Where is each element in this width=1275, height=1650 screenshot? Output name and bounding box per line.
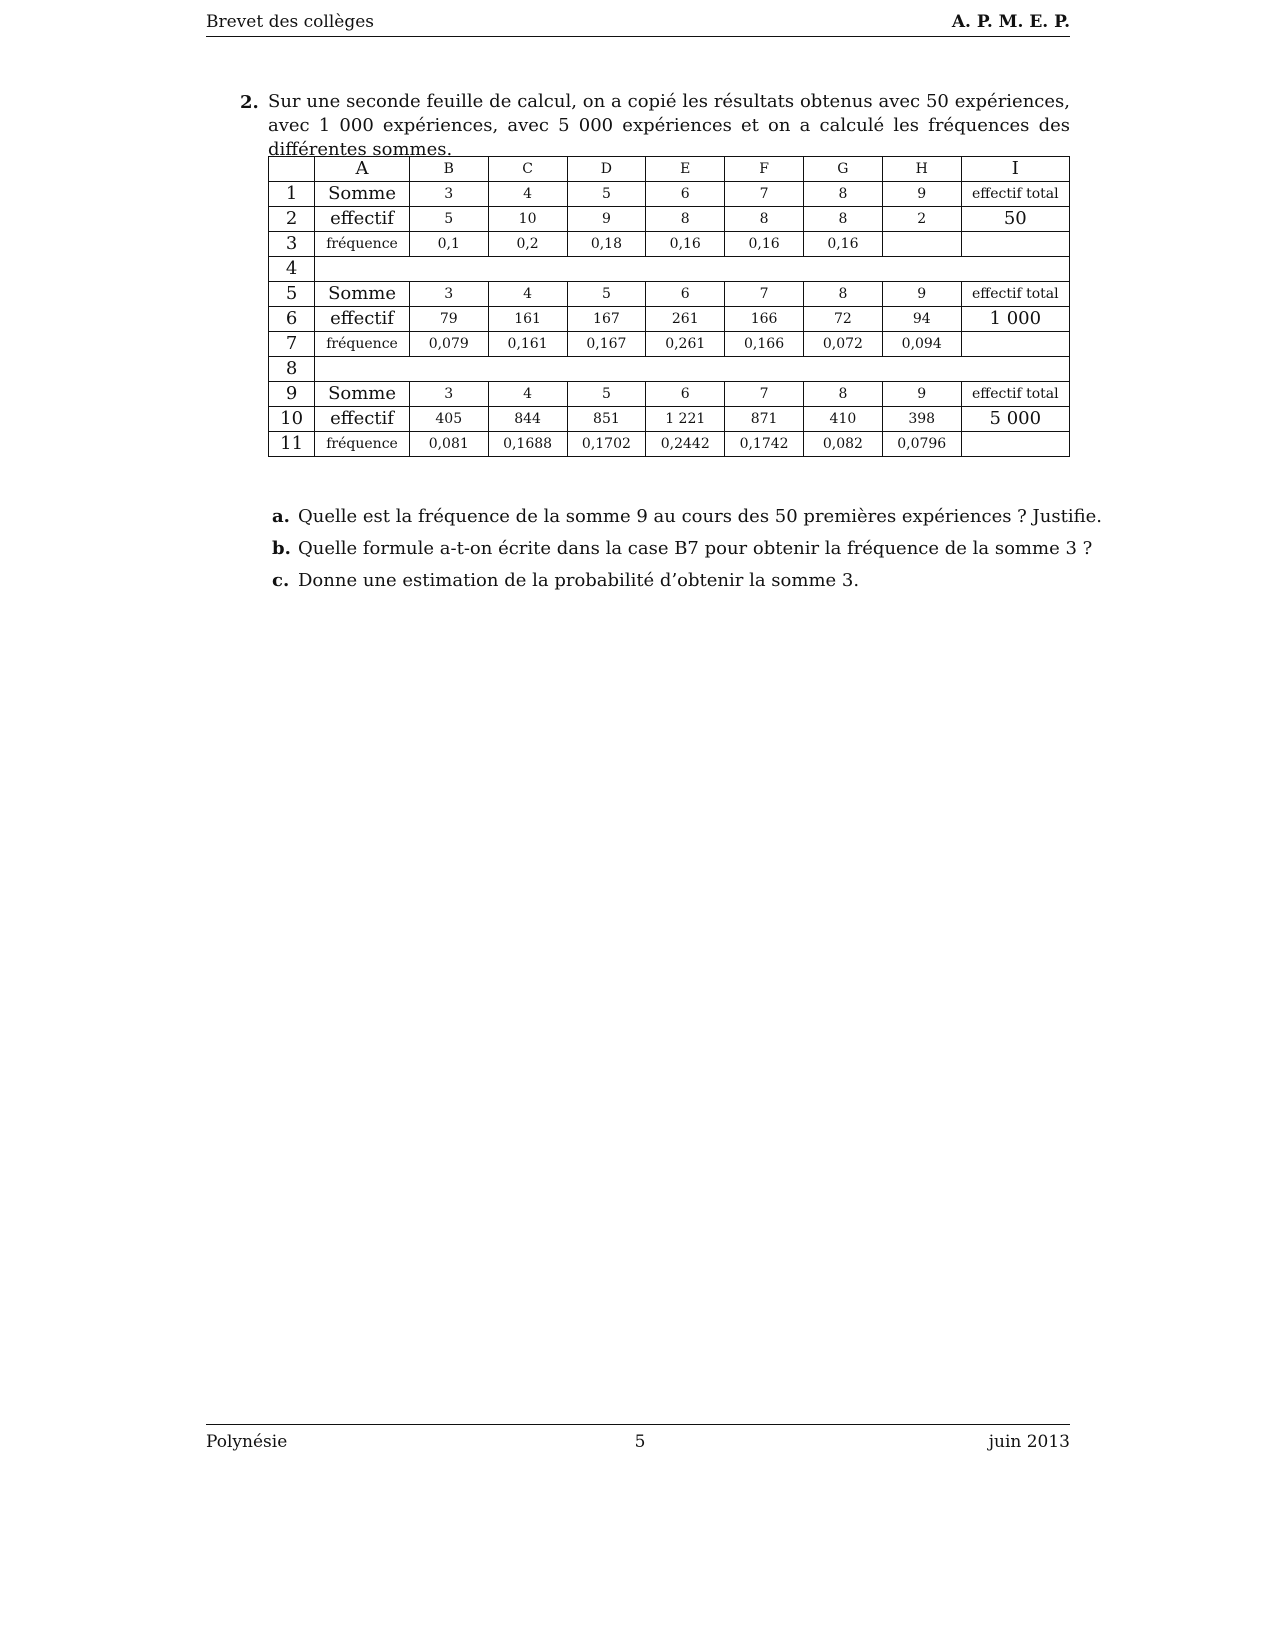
cell: 6: [646, 382, 725, 407]
row-number: 6: [269, 307, 315, 332]
row-label: fréquence: [315, 332, 410, 357]
cell: 10: [488, 207, 567, 232]
empty-row-cell: [315, 357, 1070, 382]
cell: 0,1742: [725, 432, 804, 457]
column-header: E: [646, 157, 725, 182]
cell: effectif total: [961, 382, 1069, 407]
cell: 8: [803, 382, 882, 407]
cell: [961, 432, 1069, 457]
subquestion-letter: c.: [272, 570, 290, 591]
corner-cell: [269, 157, 315, 182]
cell: 0,1702: [567, 432, 646, 457]
cell: 0,161: [488, 332, 567, 357]
row-number: 10: [269, 407, 315, 432]
cell: 9: [882, 182, 961, 207]
table-row: [269, 307, 1070, 332]
cell: 1 221: [646, 407, 725, 432]
column-header: C: [488, 157, 567, 182]
cell: 0,16: [725, 232, 804, 257]
row-number: 5: [269, 282, 315, 307]
row-label: effectif: [315, 307, 410, 332]
header-right: A. P. M. E. P.: [951, 12, 1070, 32]
subquestion-letter: a.: [272, 506, 290, 527]
subquestion-text: Donne une estimation de la probabilité d’obtenir la somme 3.: [298, 570, 860, 591]
cell: 0,0796: [882, 432, 961, 457]
table-row: [269, 207, 1070, 232]
table-row: [269, 232, 1070, 257]
cell: 851: [567, 407, 646, 432]
row-number: 11: [269, 432, 315, 457]
cell: 3: [409, 382, 488, 407]
row-number: 1: [269, 182, 315, 207]
cell: 5: [409, 207, 488, 232]
cell: 6: [646, 282, 725, 307]
footer-right: juin 2013: [988, 1432, 1070, 1452]
question-text: Sur une seconde feuille de calcul, on a copié les résultats obtenus avec 50 expériences, avec 1 000 expériences, avec 5 000 expériences et on a calculé les fréquences des différentes sommes.: [268, 91, 1070, 160]
cell: 9: [567, 207, 646, 232]
cell: 871: [725, 407, 804, 432]
cell: 72: [803, 307, 882, 332]
cell: 7: [725, 182, 804, 207]
cell: 844: [488, 407, 567, 432]
cell: 161: [488, 307, 567, 332]
cell: 9: [882, 382, 961, 407]
row-number: 7: [269, 332, 315, 357]
cell: 8: [646, 207, 725, 232]
cell: 5: [567, 382, 646, 407]
cell: 0,082: [803, 432, 882, 457]
column-header: I: [961, 157, 1069, 182]
cell: 4: [488, 182, 567, 207]
column-header: B: [409, 157, 488, 182]
cell: 8: [803, 207, 882, 232]
table-row: [269, 357, 1070, 382]
cell: 166: [725, 307, 804, 332]
cell: 0,2442: [646, 432, 725, 457]
cell: 7: [725, 282, 804, 307]
table-row: [269, 382, 1070, 407]
cell: 8: [725, 207, 804, 232]
subquestion-letter: b.: [272, 538, 291, 559]
row-number: 8: [269, 357, 315, 382]
row-number: 9: [269, 382, 315, 407]
cell: 0,167: [567, 332, 646, 357]
cell: 405: [409, 407, 488, 432]
cell: 0,18: [567, 232, 646, 257]
column-header: F: [725, 157, 804, 182]
cell: 5 000: [961, 407, 1069, 432]
cell: 261: [646, 307, 725, 332]
cell: 410: [803, 407, 882, 432]
subquestion-a: [272, 506, 1102, 527]
subquestion-c: [272, 570, 859, 591]
question-number: 2.: [240, 92, 259, 113]
cell: 6: [646, 182, 725, 207]
subquestion-text: Quelle est la fréquence de la somme 9 au cours des 50 premières expériences ? Justifie.: [298, 506, 1102, 527]
header-left: Brevet des collèges: [206, 12, 375, 32]
cell: 0,079: [409, 332, 488, 357]
table-row: [269, 432, 1070, 457]
footer-rule: [206, 1424, 1070, 1425]
page-number: 5: [634, 1432, 646, 1452]
cell: 0,094: [882, 332, 961, 357]
cell: 0,072: [803, 332, 882, 357]
cell: [882, 232, 961, 257]
row-label: fréquence: [315, 432, 410, 457]
cell: 4: [488, 382, 567, 407]
cell: 3: [409, 182, 488, 207]
row-number: 2: [269, 207, 315, 232]
cell: 0,16: [646, 232, 725, 257]
row-label: Somme: [315, 282, 410, 307]
cell: effectif total: [961, 282, 1069, 307]
cell: 0,261: [646, 332, 725, 357]
cell: 0,1688: [488, 432, 567, 457]
column-header: D: [567, 157, 646, 182]
column-header: A: [315, 157, 410, 182]
footer-left: Polynésie: [206, 1432, 288, 1452]
table-row: [269, 407, 1070, 432]
cell: 0,166: [725, 332, 804, 357]
cell: 8: [803, 282, 882, 307]
spreadsheet-table: [268, 156, 1070, 457]
subquestion-text: Quelle formule a-t-on écrite dans la case B7 pour obtenir la fréquence de la somme 3 ?: [298, 538, 1093, 559]
cell: [961, 332, 1069, 357]
cell: 167: [567, 307, 646, 332]
empty-row-cell: [315, 257, 1070, 282]
cell: 0,081: [409, 432, 488, 457]
row-number: 3: [269, 232, 315, 257]
row-label: effectif: [315, 207, 410, 232]
cell: 5: [567, 182, 646, 207]
cell: 94: [882, 307, 961, 332]
table-row: [269, 257, 1070, 282]
table-row: [269, 332, 1070, 357]
cell: 8: [803, 182, 882, 207]
cell: 398: [882, 407, 961, 432]
cell: 0,16: [803, 232, 882, 257]
cell: 7: [725, 382, 804, 407]
subquestion-b: [272, 538, 1092, 559]
cell: 5: [567, 282, 646, 307]
row-label: Somme: [315, 182, 410, 207]
row-label: Somme: [315, 382, 410, 407]
column-header: G: [803, 157, 882, 182]
cell: 79: [409, 307, 488, 332]
cell: 0,2: [488, 232, 567, 257]
table-row: [269, 182, 1070, 207]
table-row: [269, 282, 1070, 307]
cell: 4: [488, 282, 567, 307]
column-header-row: [269, 157, 1070, 182]
cell: 3: [409, 282, 488, 307]
cell: 9: [882, 282, 961, 307]
cell: [961, 232, 1069, 257]
row-label: effectif: [315, 407, 410, 432]
cell: 1 000: [961, 307, 1069, 332]
cell: 2: [882, 207, 961, 232]
header-rule: [206, 36, 1070, 37]
row-label: fréquence: [315, 232, 410, 257]
row-number: 4: [269, 257, 315, 282]
cell: 0,1: [409, 232, 488, 257]
cell: 50: [961, 207, 1069, 232]
cell: effectif total: [961, 182, 1069, 207]
column-header: H: [882, 157, 961, 182]
